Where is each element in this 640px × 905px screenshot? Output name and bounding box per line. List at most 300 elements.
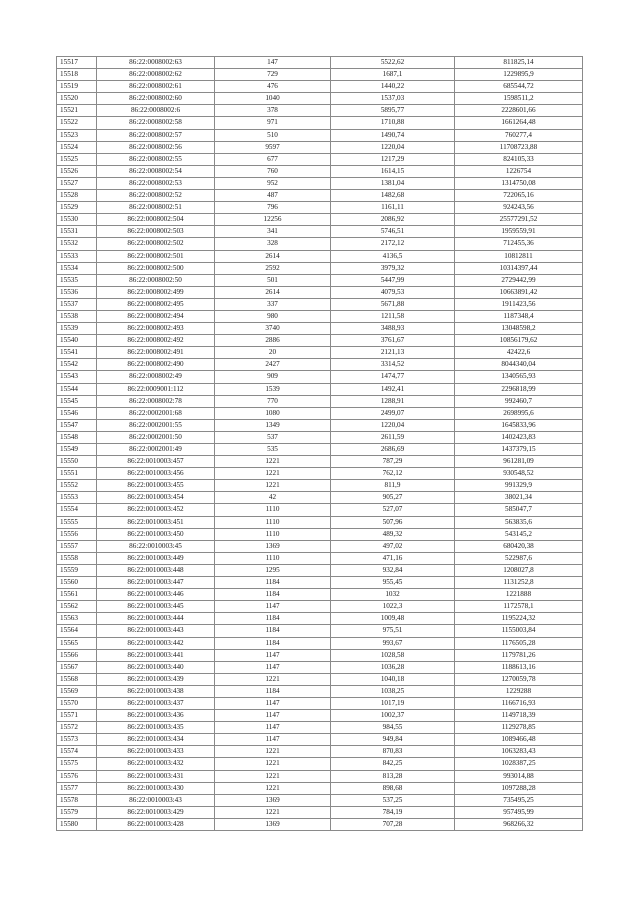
- table-row: [57, 202, 583, 214]
- table-row: [57, 758, 583, 770]
- specific-value-cell: 1217,29: [331, 153, 455, 165]
- cadastral-number-cell: 86:22:0010003:452: [97, 504, 215, 516]
- cadastral-value-cell: 1270059,78: [455, 673, 583, 685]
- table-row: [57, 480, 583, 492]
- area-cell: 2886: [215, 335, 331, 347]
- area-cell: 760: [215, 165, 331, 177]
- cadastral-number-cell: 86:22:0010003:445: [97, 601, 215, 613]
- area-cell: 1184: [215, 685, 331, 697]
- row-number-cell: 15519: [57, 81, 97, 93]
- row-number-cell: 15577: [57, 782, 97, 794]
- cadastral-number-cell: 86:22:0008002:494: [97, 310, 215, 322]
- specific-value-cell: 2686,69: [331, 444, 455, 456]
- row-number-cell: 15573: [57, 734, 97, 746]
- cadastral-value-cell: 1176505,28: [455, 637, 583, 649]
- table-row: [57, 383, 583, 395]
- area-cell: 1110: [215, 552, 331, 564]
- area-cell: 2614: [215, 250, 331, 262]
- table-row: [57, 444, 583, 456]
- row-number-cell: 15528: [57, 190, 97, 202]
- area-cell: 1184: [215, 589, 331, 601]
- area-cell: 1147: [215, 722, 331, 734]
- row-number-cell: 15541: [57, 347, 97, 359]
- cadastral-value-cell: 11708723,88: [455, 141, 583, 153]
- cadastral-number-cell: 86:22:0010003:455: [97, 480, 215, 492]
- area-cell: 1369: [215, 794, 331, 806]
- row-number-cell: 15554: [57, 504, 97, 516]
- specific-value-cell: 1211,58: [331, 310, 455, 322]
- area-cell: 1221: [215, 673, 331, 685]
- cadastral-number-cell: 86:22:0008002:6: [97, 105, 215, 117]
- cadastral-number-cell: 86:22:0010003:436: [97, 710, 215, 722]
- row-number-cell: 15524: [57, 141, 97, 153]
- row-number-cell: 15569: [57, 685, 97, 697]
- area-cell: 1147: [215, 710, 331, 722]
- table-row: [57, 685, 583, 697]
- row-number-cell: 15549: [57, 444, 97, 456]
- cadastral-value-cell: 585047,7: [455, 504, 583, 516]
- table-row: [57, 770, 583, 782]
- table-row: [57, 637, 583, 649]
- table-row: [57, 323, 583, 335]
- cadastral-value-cell: 924243,56: [455, 202, 583, 214]
- cadastral-number-cell: 86:22:0008002:495: [97, 298, 215, 310]
- area-cell: 2614: [215, 286, 331, 298]
- cadastral-value-cell: 1340565,93: [455, 371, 583, 383]
- area-cell: 1221: [215, 758, 331, 770]
- specific-value-cell: 898,68: [331, 782, 455, 794]
- cadastral-number-cell: 86:22:0008002:58: [97, 117, 215, 129]
- cadastral-number-cell: 86:22:0010003:442: [97, 637, 215, 649]
- row-number-cell: 15545: [57, 395, 97, 407]
- specific-value-cell: 993,67: [331, 637, 455, 649]
- cadastral-number-cell: 86:22:0002001:68: [97, 407, 215, 419]
- table-body: [57, 57, 583, 831]
- row-number-cell: 15518: [57, 69, 97, 81]
- table-row: [57, 177, 583, 189]
- table-row: [57, 286, 583, 298]
- area-cell: 1221: [215, 480, 331, 492]
- area-cell: 1147: [215, 649, 331, 661]
- row-number-cell: 15565: [57, 637, 97, 649]
- cadastral-number-cell: 86:22:0008002:504: [97, 214, 215, 226]
- row-number-cell: 15576: [57, 770, 97, 782]
- specific-value-cell: 489,32: [331, 528, 455, 540]
- cadastral-value-cell: 10663891,42: [455, 286, 583, 298]
- specific-value-cell: 1220,04: [331, 141, 455, 153]
- row-number-cell: 15542: [57, 359, 97, 371]
- cadastral-value-cell: 1437379,15: [455, 444, 583, 456]
- specific-value-cell: 1036,28: [331, 661, 455, 673]
- table-row: [57, 564, 583, 576]
- row-number-cell: 15578: [57, 794, 97, 806]
- area-cell: 1147: [215, 697, 331, 709]
- specific-value-cell: 707,28: [331, 818, 455, 830]
- cadastral-value-cell: 1063283,43: [455, 746, 583, 758]
- specific-value-cell: 1381,04: [331, 177, 455, 189]
- cadastral-value-cell: 10856179,62: [455, 335, 583, 347]
- cadastral-number-cell: 86:22:0010003:451: [97, 516, 215, 528]
- row-number-cell: 15561: [57, 589, 97, 601]
- specific-value-cell: 1614,15: [331, 165, 455, 177]
- row-number-cell: 15563: [57, 613, 97, 625]
- cadastral-number-cell: 86:22:0008002:503: [97, 226, 215, 238]
- area-cell: 1539: [215, 383, 331, 395]
- table-row: [57, 577, 583, 589]
- cadastral-number-cell: 86:22:0002001:55: [97, 419, 215, 431]
- cadastral-value-cell: 1179781,26: [455, 649, 583, 661]
- table-row: [57, 359, 583, 371]
- table-row: [57, 165, 583, 177]
- table-row: [57, 226, 583, 238]
- table-row: [57, 552, 583, 564]
- cadastral-value-cell: 685544,72: [455, 81, 583, 93]
- cadastral-value-cell: 1226754: [455, 165, 583, 177]
- specific-value-cell: 811,9: [331, 480, 455, 492]
- row-number-cell: 15568: [57, 673, 97, 685]
- cadastral-value-cell: 957495,99: [455, 806, 583, 818]
- table-row: [57, 625, 583, 637]
- table-row: [57, 468, 583, 480]
- cadastral-value-cell: 8044340,04: [455, 359, 583, 371]
- table-row: [57, 782, 583, 794]
- row-number-cell: 15579: [57, 806, 97, 818]
- area-cell: 501: [215, 274, 331, 286]
- area-cell: 476: [215, 81, 331, 93]
- cadastral-value-cell: 13048598,2: [455, 323, 583, 335]
- area-cell: 1147: [215, 661, 331, 673]
- cadastral-number-cell: 86:22:0010003:45: [97, 540, 215, 552]
- specific-value-cell: 784,19: [331, 806, 455, 818]
- cadastral-number-cell: 86:22:0010003:448: [97, 564, 215, 576]
- specific-value-cell: 975,51: [331, 625, 455, 637]
- cadastral-value-cell: 824105,33: [455, 153, 583, 165]
- cadastral-number-cell: 86:22:0008002:49: [97, 371, 215, 383]
- cadastral-value-cell: 1188613,16: [455, 661, 583, 673]
- area-cell: 147: [215, 57, 331, 69]
- area-cell: 2427: [215, 359, 331, 371]
- area-cell: 980: [215, 310, 331, 322]
- table-row: [57, 105, 583, 117]
- table-row: [57, 673, 583, 685]
- table-row: [57, 310, 583, 322]
- cadastral-number-cell: 86:22:0010003:432: [97, 758, 215, 770]
- area-cell: 1184: [215, 577, 331, 589]
- specific-value-cell: 2086,92: [331, 214, 455, 226]
- specific-value-cell: 1492,41: [331, 383, 455, 395]
- area-cell: 1147: [215, 734, 331, 746]
- cadastral-number-cell: 86:22:0010003:450: [97, 528, 215, 540]
- cadastral-number-cell: 86:22:0002001:50: [97, 431, 215, 443]
- cadastral-number-cell: 86:22:0008002:55: [97, 153, 215, 165]
- row-number-cell: 15535: [57, 274, 97, 286]
- row-number-cell: 15574: [57, 746, 97, 758]
- area-cell: 341: [215, 226, 331, 238]
- cadastral-value-cell: 38021,34: [455, 492, 583, 504]
- specific-value-cell: 932,84: [331, 564, 455, 576]
- table-row: [57, 516, 583, 528]
- cadastral-number-cell: 86:22:0008002:57: [97, 129, 215, 141]
- table-row: [57, 492, 583, 504]
- specific-value-cell: 507,96: [331, 516, 455, 528]
- cadastral-value-cell: 2729442,99: [455, 274, 583, 286]
- cadastral-value-cell: 543145,2: [455, 528, 583, 540]
- specific-value-cell: 905,27: [331, 492, 455, 504]
- specific-value-cell: 5447,99: [331, 274, 455, 286]
- cadastral-value-cell: 961281,09: [455, 456, 583, 468]
- table-row: [57, 794, 583, 806]
- area-cell: 1110: [215, 504, 331, 516]
- cadastral-number-cell: 86:22:0010003:428: [97, 818, 215, 830]
- row-number-cell: 15517: [57, 57, 97, 69]
- cadastral-number-cell: 86:22:0010003:456: [97, 468, 215, 480]
- area-cell: 1221: [215, 746, 331, 758]
- row-number-cell: 15575: [57, 758, 97, 770]
- cadastral-number-cell: 86:22:0010003:457: [97, 456, 215, 468]
- specific-value-cell: 1002,37: [331, 710, 455, 722]
- cadastral-value-cell: 1221888: [455, 589, 583, 601]
- cadastral-value-cell: 760277,4: [455, 129, 583, 141]
- cadastral-number-cell: 86:22:0010003:454: [97, 492, 215, 504]
- specific-value-cell: 1009,48: [331, 613, 455, 625]
- cadastral-value-cell: 993014,88: [455, 770, 583, 782]
- table-row: [57, 722, 583, 734]
- cadastral-number-cell: 86:22:0008002:501: [97, 250, 215, 262]
- specific-value-cell: 762,12: [331, 468, 455, 480]
- row-number-cell: 15550: [57, 456, 97, 468]
- specific-value-cell: 949,84: [331, 734, 455, 746]
- row-number-cell: 15552: [57, 480, 97, 492]
- cadastral-value-table: [56, 56, 583, 831]
- cadastral-number-cell: 86:22:0008002:491: [97, 347, 215, 359]
- cadastral-value-cell: 968266,32: [455, 818, 583, 830]
- specific-value-cell: 3761,67: [331, 335, 455, 347]
- table-row: [57, 57, 583, 69]
- table-row: [57, 238, 583, 250]
- cadastral-value-cell: 42422,6: [455, 347, 583, 359]
- area-cell: 1221: [215, 468, 331, 480]
- row-number-cell: 15580: [57, 818, 97, 830]
- specific-value-cell: 2172,12: [331, 238, 455, 250]
- cadastral-value-cell: 1598511,2: [455, 93, 583, 105]
- table-row: [57, 710, 583, 722]
- row-number-cell: 15566: [57, 649, 97, 661]
- table-row: [57, 250, 583, 262]
- cadastral-number-cell: 86:22:0008002:51: [97, 202, 215, 214]
- table-row: [57, 734, 583, 746]
- specific-value-cell: 1032: [331, 589, 455, 601]
- cadastral-value-cell: 1187348,4: [455, 310, 583, 322]
- table-row: [57, 419, 583, 431]
- cadastral-value-cell: 1402423,83: [455, 431, 583, 443]
- cadastral-number-cell: 86:22:0008002:56: [97, 141, 215, 153]
- specific-value-cell: 5746,51: [331, 226, 455, 238]
- specific-value-cell: 1040,18: [331, 673, 455, 685]
- cadastral-value-cell: 2296818,99: [455, 383, 583, 395]
- cadastral-value-cell: 1229895,9: [455, 69, 583, 81]
- specific-value-cell: 471,16: [331, 552, 455, 564]
- cadastral-value-cell: 735495,25: [455, 794, 583, 806]
- row-number-cell: 15531: [57, 226, 97, 238]
- specific-value-cell: 1710,88: [331, 117, 455, 129]
- cadastral-value-cell: 811825,14: [455, 57, 583, 69]
- row-number-cell: 15560: [57, 577, 97, 589]
- area-cell: 487: [215, 190, 331, 202]
- specific-value-cell: 813,28: [331, 770, 455, 782]
- area-cell: 796: [215, 202, 331, 214]
- cadastral-value-cell: 1166716,93: [455, 697, 583, 709]
- cadastral-value-cell: 1208027,8: [455, 564, 583, 576]
- row-number-cell: 15551: [57, 468, 97, 480]
- row-number-cell: 15520: [57, 93, 97, 105]
- row-number-cell: 15572: [57, 722, 97, 734]
- table-row: [57, 141, 583, 153]
- cadastral-value-cell: 563835,6: [455, 516, 583, 528]
- row-number-cell: 15553: [57, 492, 97, 504]
- row-number-cell: 15538: [57, 310, 97, 322]
- specific-value-cell: 1017,19: [331, 697, 455, 709]
- area-cell: 1184: [215, 625, 331, 637]
- cadastral-number-cell: 86:22:0009001:112: [97, 383, 215, 395]
- specific-value-cell: 3314,52: [331, 359, 455, 371]
- cadastral-value-cell: 1645833,96: [455, 419, 583, 431]
- specific-value-cell: 5895,77: [331, 105, 455, 117]
- row-number-cell: 15533: [57, 250, 97, 262]
- area-cell: 42: [215, 492, 331, 504]
- cadastral-value-cell: 1149718,39: [455, 710, 583, 722]
- table-row: [57, 407, 583, 419]
- specific-value-cell: 2611,59: [331, 431, 455, 443]
- specific-value-cell: 1220,04: [331, 419, 455, 431]
- area-cell: 328: [215, 238, 331, 250]
- area-cell: 510: [215, 129, 331, 141]
- row-number-cell: 15539: [57, 323, 97, 335]
- cadastral-value-cell: 991329,9: [455, 480, 583, 492]
- table-row: [57, 601, 583, 613]
- table-row: [57, 69, 583, 81]
- table-row: [57, 262, 583, 274]
- cadastral-number-cell: 86:22:0008002:78: [97, 395, 215, 407]
- cadastral-value-cell: 522987,6: [455, 552, 583, 564]
- row-number-cell: 15558: [57, 552, 97, 564]
- specific-value-cell: 1028,58: [331, 649, 455, 661]
- specific-value-cell: 527,07: [331, 504, 455, 516]
- cadastral-number-cell: 86:22:0008002:499: [97, 286, 215, 298]
- row-number-cell: 15564: [57, 625, 97, 637]
- cadastral-number-cell: 86:22:0010003:441: [97, 649, 215, 661]
- table-row: [57, 335, 583, 347]
- row-number-cell: 15543: [57, 371, 97, 383]
- table-row: [57, 93, 583, 105]
- area-cell: 12256: [215, 214, 331, 226]
- area-cell: 2592: [215, 262, 331, 274]
- specific-value-cell: 4079,53: [331, 286, 455, 298]
- row-number-cell: 15557: [57, 540, 97, 552]
- area-cell: 1221: [215, 456, 331, 468]
- area-cell: 1040: [215, 93, 331, 105]
- specific-value-cell: 2499,07: [331, 407, 455, 419]
- specific-value-cell: 1022,3: [331, 601, 455, 613]
- specific-value-cell: 842,25: [331, 758, 455, 770]
- table-row: [57, 129, 583, 141]
- area-cell: 1147: [215, 601, 331, 613]
- specific-value-cell: 537,25: [331, 794, 455, 806]
- cadastral-value-cell: 1959559,91: [455, 226, 583, 238]
- cadastral-number-cell: 86:22:0010003:446: [97, 589, 215, 601]
- cadastral-value-cell: 1089466,48: [455, 734, 583, 746]
- cadastral-value-cell: 10314397,44: [455, 262, 583, 274]
- table-row: [57, 371, 583, 383]
- table-row: [57, 81, 583, 93]
- cadastral-value-cell: 1911423,56: [455, 298, 583, 310]
- cadastral-number-cell: 86:22:0010003:440: [97, 661, 215, 673]
- cadastral-number-cell: 86:22:0008002:53: [97, 177, 215, 189]
- table-row: [57, 431, 583, 443]
- specific-value-cell: 955,45: [331, 577, 455, 589]
- table-row: [57, 298, 583, 310]
- row-number-cell: 15530: [57, 214, 97, 226]
- area-cell: 952: [215, 177, 331, 189]
- cadastral-number-cell: 86:22:0008002:60: [97, 93, 215, 105]
- cadastral-number-cell: 86:22:0010003:430: [97, 782, 215, 794]
- specific-value-cell: 1537,03: [331, 93, 455, 105]
- area-cell: 1221: [215, 782, 331, 794]
- cadastral-number-cell: 86:22:0010003:434: [97, 734, 215, 746]
- cadastral-value-cell: 1172578,1: [455, 601, 583, 613]
- cadastral-value-cell: 1229288: [455, 685, 583, 697]
- specific-value-cell: 5522,62: [331, 57, 455, 69]
- specific-value-cell: 1474,77: [331, 371, 455, 383]
- row-number-cell: 15523: [57, 129, 97, 141]
- cadastral-number-cell: 86:22:0008002:63: [97, 57, 215, 69]
- specific-value-cell: 984,55: [331, 722, 455, 734]
- specific-value-cell: 1687,1: [331, 69, 455, 81]
- area-cell: 1295: [215, 564, 331, 576]
- cadastral-value-cell: 1195224,32: [455, 613, 583, 625]
- specific-value-cell: 1440,22: [331, 81, 455, 93]
- cadastral-number-cell: 86:22:0002001:49: [97, 444, 215, 456]
- cadastral-value-cell: 680420,38: [455, 540, 583, 552]
- area-cell: 729: [215, 69, 331, 81]
- row-number-cell: 15548: [57, 431, 97, 443]
- row-number-cell: 15521: [57, 105, 97, 117]
- row-number-cell: 15537: [57, 298, 97, 310]
- cadastral-number-cell: 86:22:0010003:439: [97, 673, 215, 685]
- specific-value-cell: 3488,93: [331, 323, 455, 335]
- row-number-cell: 15555: [57, 516, 97, 528]
- table-row: [57, 504, 583, 516]
- cadastral-number-cell: 86:22:0008002:54: [97, 165, 215, 177]
- row-number-cell: 15567: [57, 661, 97, 673]
- table-row: [57, 746, 583, 758]
- row-number-cell: 15525: [57, 153, 97, 165]
- specific-value-cell: 1038,25: [331, 685, 455, 697]
- specific-value-cell: 1288,91: [331, 395, 455, 407]
- area-cell: 971: [215, 117, 331, 129]
- area-cell: 1221: [215, 806, 331, 818]
- area-cell: 770: [215, 395, 331, 407]
- row-number-cell: 15562: [57, 601, 97, 613]
- row-number-cell: 15540: [57, 335, 97, 347]
- area-cell: 20: [215, 347, 331, 359]
- cadastral-number-cell: 86:22:0010003:447: [97, 577, 215, 589]
- row-number-cell: 15547: [57, 419, 97, 431]
- table-row: [57, 697, 583, 709]
- specific-value-cell: 787,29: [331, 456, 455, 468]
- area-cell: 909: [215, 371, 331, 383]
- cadastral-number-cell: 86:22:0010003:437: [97, 697, 215, 709]
- cadastral-number-cell: 86:22:0010003:429: [97, 806, 215, 818]
